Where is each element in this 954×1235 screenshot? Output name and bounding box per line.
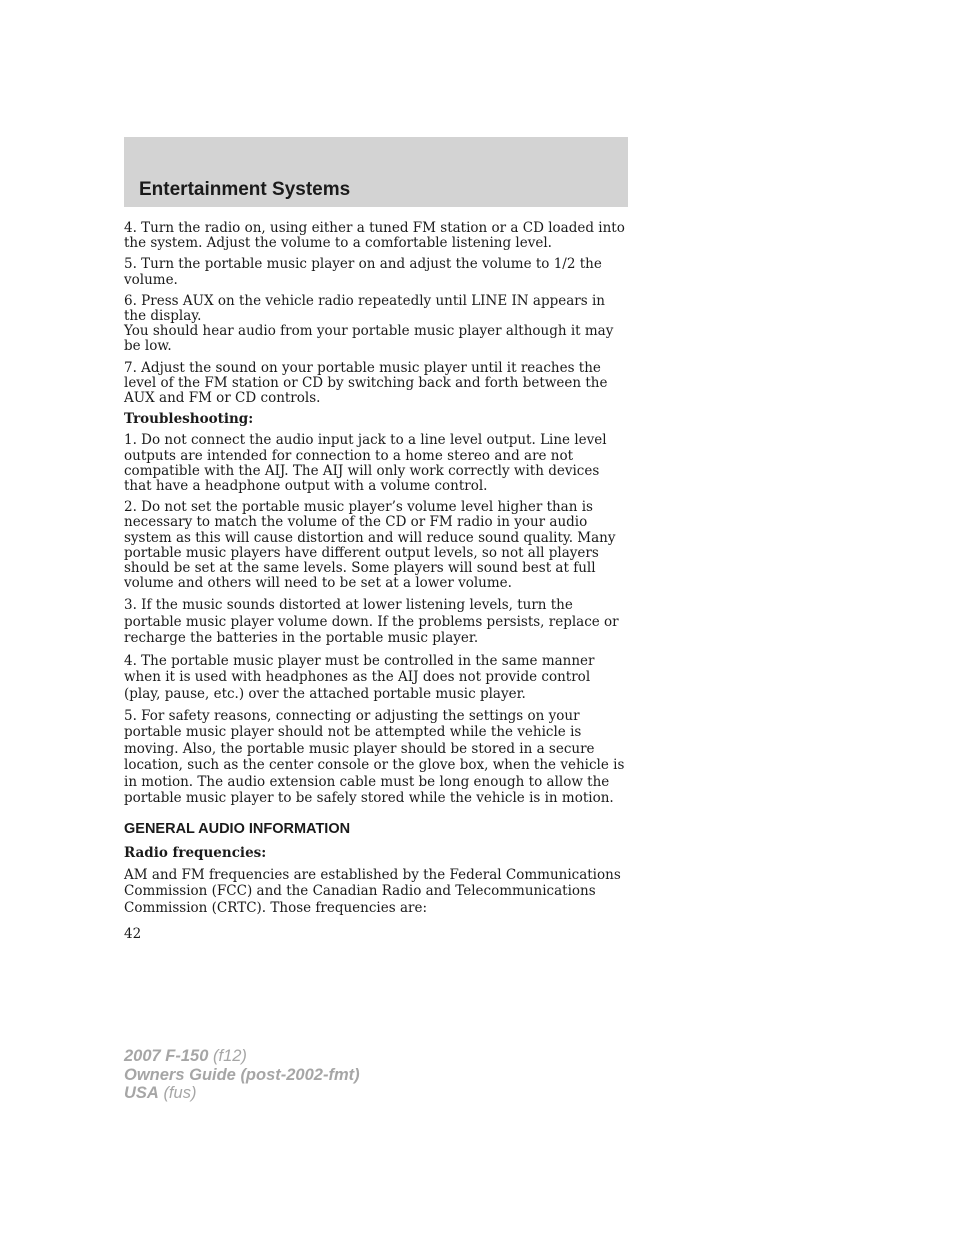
troubleshooting-item-3: 3. If the music sounds distorted at lower listening levels, turn the portable music player volume down. If the problems persists, replace or recharge the batteries in the portable music player.	[124, 597, 619, 647]
page-number: 42	[124, 926, 142, 942]
document-footer	[124, 1047, 360, 1103]
step-6: 6. Press AUX on the vehicle radio repeatedly until LINE IN appears in the display.	[124, 292, 605, 325]
footer-market: USA	[124, 1084, 159, 1102]
step-5: 5. Turn the portable music player on and adjust the volume to 1/2 the volume.	[124, 256, 602, 288]
radio-frequencies-body: AM and FM frequencies are established by the Federal Communications Commission (FCC) and the Canadian Radio and Telecommunications Commission (CRTC). Those frequencies are:	[124, 866, 621, 916]
section-header-band	[124, 137, 628, 207]
troubleshooting-item-2: 2. Do not set the portable music player’s volume level higher than is necessary to match the volume of the CD or FM radio in your audio system as this will cause distortion and will reduce sound quality. Many portable music players have different output levels, so not all players should be set at the same levels. Some players will sound best at full volume and others will need to be set at a lower volume.	[124, 499, 616, 592]
footer-line-market	[124, 1084, 360, 1103]
footer-guide: Owners Guide (post-2002-fmt)	[124, 1065, 360, 1084]
footer-line-guide	[124, 1066, 360, 1085]
page-content	[124, 221, 630, 922]
troubleshooting-heading: Troubleshooting:	[124, 411, 254, 428]
step-6-note: You should hear audio from your portable music player although it may be low.	[124, 323, 614, 355]
footer-model-code: (f12)	[213, 1047, 247, 1065]
step-4: 4. Turn the radio on, using either a tuned FM station or a CD loaded into the system. Adjust the volume to a comfortable listening level.	[124, 220, 625, 252]
step-7: 7. Adjust the sound on your portable music player until it reaches the level of the FM station or CD by switching back and forth between the AUX and FM or CD controls.	[124, 359, 608, 407]
footer-market-code: (fus)	[163, 1084, 197, 1102]
footer-model: 2007 F-150	[124, 1047, 209, 1065]
section-title: Entertainment Systems	[139, 179, 351, 200]
troubleshooting-item-1: 1. Do not connect the audio input jack to a line level output. Line level outputs are intended for connection to a home stereo and are not compatible with the AIJ. The AIJ will only work correctly with devices that have a headphone output with a volume control.	[124, 432, 607, 495]
general-audio-heading: GENERAL AUDIO INFORMATION	[124, 821, 351, 838]
footer-line-model	[124, 1047, 360, 1066]
troubleshooting-item-5: 5. For safety reasons, connecting or adjusting the settings on your portable music player should not be attempted while the vehicle is moving. Also, the portable music player should be stored in a secure location, such as the center console or the glove box, when the vehicle is in motion. The audio extension cable must be long enough to allow the portable music player to be safely stored while the vehicle is in motion.	[124, 707, 625, 806]
radio-frequencies-subheading: Radio frequencies:	[124, 844, 267, 861]
troubleshooting-item-4: 4. The portable music player must be controlled in the same manner when it is used with headphones as the AIJ does not provide control (play, pause, etc.) over the attached portable music player.	[124, 652, 595, 702]
